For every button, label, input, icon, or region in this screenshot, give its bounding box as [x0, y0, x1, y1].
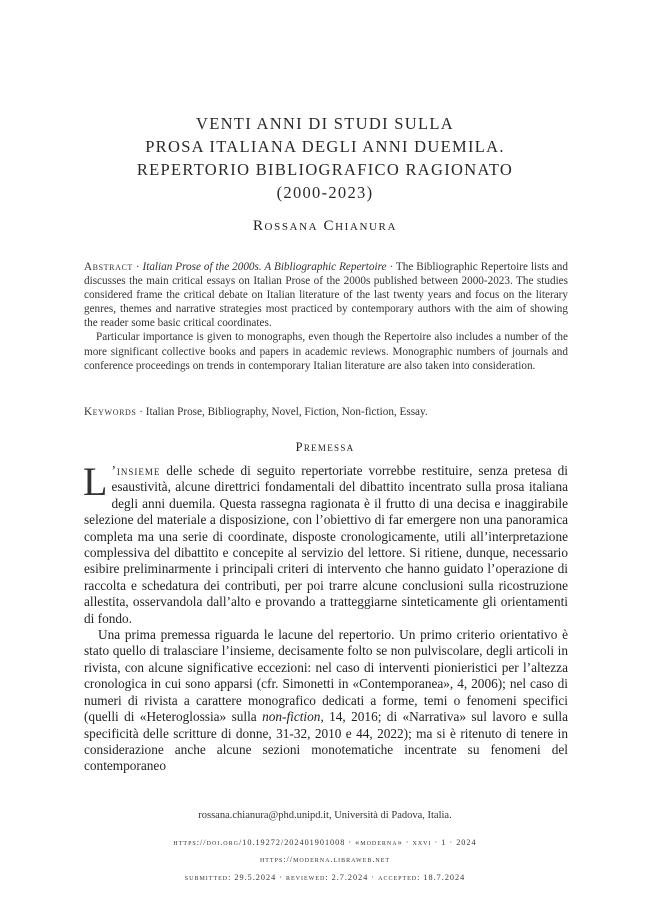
- article-title: [0, 112, 650, 204]
- abstract: [84, 260, 568, 373]
- body-paragraph-2-text-a: Una prima premessa riguarda le lacune del repertorio. Un primo criterio orientativo è stato quello di tralasciare l’insieme, decisamente folto se non pulviscolare, degli articoli in rivista, con alcune significative eccezioni: nel caso di interventi pionieristici per l’altezza cronologica in cui sono apparsi (cfr. Simonetti in «Contemporanea», 4, 2006); nel caso di numeri di rivista a carattere monografico dedicati a forme, temi o fenomeni specifici (quelli di «Heteroglossia» sulla: [84, 627, 568, 725]
- abstract-title: Italian Prose of the 2000s. A Bibliographic Repertoire: [142, 261, 387, 273]
- body-paragraph-2: [84, 627, 568, 775]
- doi-line: https://doi.org/10.19272/202401901008 · «moderna» · xxvi · 1 · 2024: [173, 838, 477, 847]
- author-name: Rossana Chianura: [252, 218, 398, 234]
- abstract-paragraph-2: Particular importance is given to monographs, even though the Repertoire also includes a number of the more significant collective books and papers in academic reviews. Monographic numbers of journals and conference proceedings on trends in contemporary Italian literature are also taken into consideration.: [84, 331, 568, 372]
- abstract-label: Abstract: [84, 261, 133, 273]
- body-paragraph-1: [83, 459, 568, 627]
- title-line-2: PROSA ITALIANA DEGLI ANNI DUEMILA.: [145, 137, 505, 156]
- drop-cap: L: [83, 459, 108, 504]
- title-line-4: (2000-2023): [276, 183, 374, 202]
- keywords-text: · Italian Prose, Bibliography, Novel, Fiction, Non-fiction, Essay.: [136, 406, 428, 418]
- abstract-separator: ·: [132, 261, 143, 273]
- body-paragraph-2-italic: non-fiction: [262, 709, 321, 725]
- section-heading: Premessa: [295, 440, 355, 454]
- title-line-3: REPERTORIO BIBLIOGRAFICO RAGIONATO: [136, 160, 514, 179]
- keywords: [84, 405, 568, 419]
- journal-url: https://moderna.libraweb.net: [259, 855, 391, 864]
- submission-dates: submitted: 29.5.2024 · reviewed: 2.7.2024 · accepted: 18.7.2024: [184, 873, 466, 882]
- abstract-text-1: · The Bibliographic Repertoire lists and discusses the main critical essays on Italian Prose of the 2000s published between 2000-2023. The studies considered frame the critical debate on Italian literature of the last twenty years and focus on the literary genres, themes and narrative strategies most practiced by contemporary authors with the aim of showing the reader some basic critical coordinates.: [84, 261, 568, 330]
- keywords-label: Keywords: [84, 406, 137, 418]
- lead-word: ’insieme: [111, 463, 161, 478]
- body-paragraph-1-text: delle schede di seguito repertoriate vorrebbe restituire, senza pretesa di esaustività, alcune direttrici fondamentali del dibattito incentrato sulla prosa italiana degli anni duemila. Questa rassegna ragionata è il frutto di una decisa e inaggirabile selezione del materiale a disposizione, con l’obiettivo di far emergere non una panoramica completa ma una serie di coordinate, disposte cronologicamente, utili all’interpretazione complessiva del dibattito e concepite al servizio del lettore. Si ritiene, dunque, necessario esibire preliminarmente i principali criteri di intervento che hanno guidato l’operazione di raccolta e schedatura dei contributi, per poi trarre alcune conclusioni sulla ricostruzione allestita, osservandola dall’alto e provando a tratteggiarne sinteticamente gli orientamenti di fondo.: [84, 463, 568, 626]
- title-line-1: VENTI ANNI DI STUDI SULLA: [196, 114, 454, 133]
- body-text: [83, 459, 569, 775]
- author-affiliation: rossana.chianura@phd.unipd.it, Università di Padova, Italia.: [198, 810, 452, 821]
- abstract-paragraph-1: [84, 260, 568, 330]
- body-paragraph-2-text-b: , 14, 2016; di «Narrativa» sul lavoro e sulla specificità delle scritture di donne, 31-32, 2010 e 44, 2022); ma si è ritenuto di tenere in considerazione anche alcune sezioni monotematiche incentrate su fenomeni del contemporaneo: [84, 709, 569, 774]
